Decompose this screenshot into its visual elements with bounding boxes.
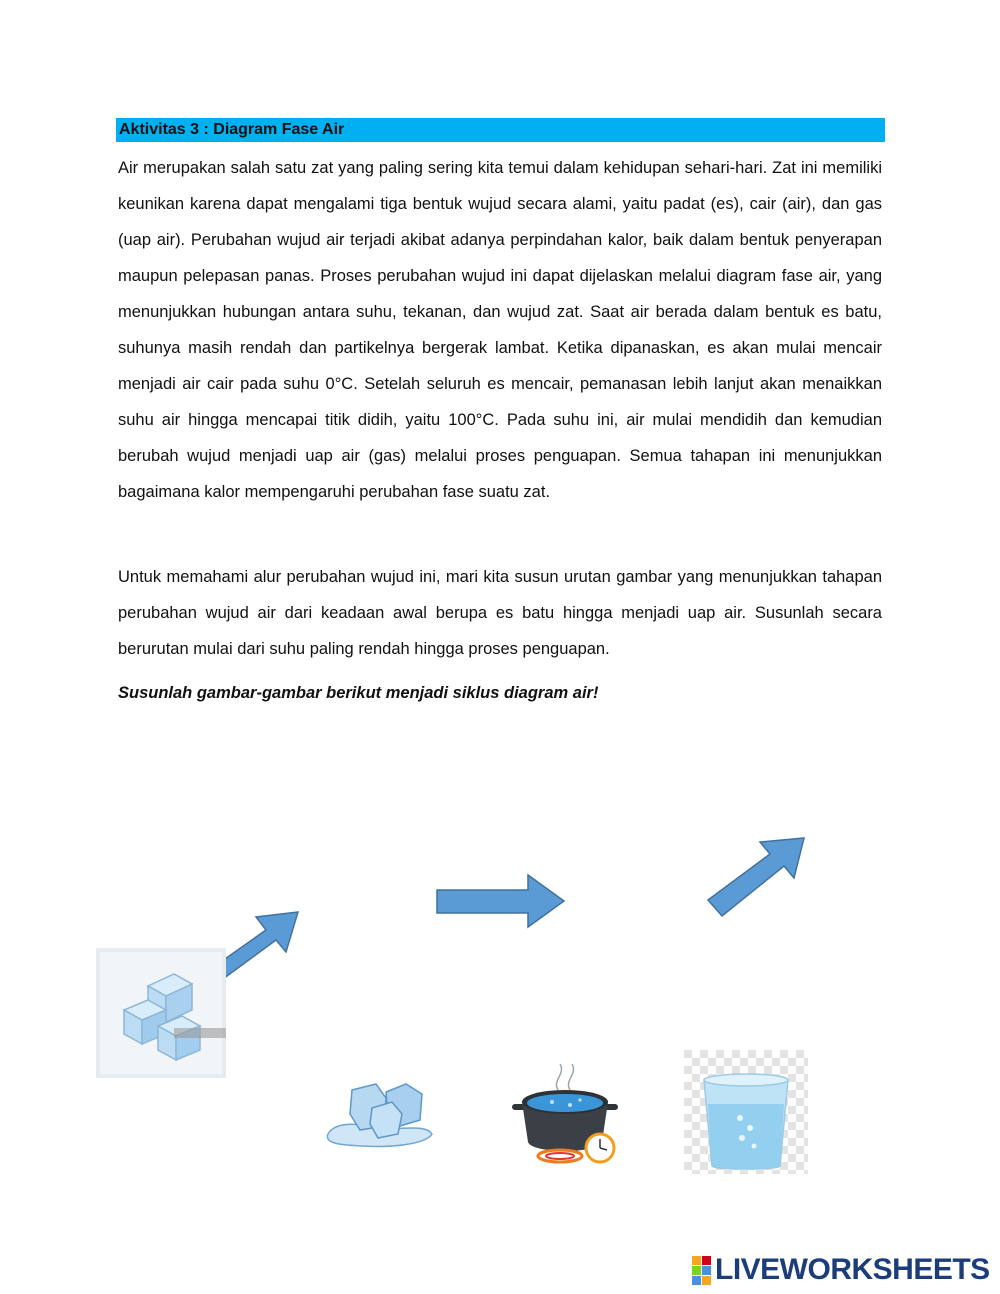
boiling-pot-image[interactable] (510, 1060, 620, 1170)
activity-heading: Aktivitas 3 : Diagram Fase Air (116, 118, 885, 142)
glass-of-water-image[interactable] (684, 1050, 808, 1174)
liveworksheets-logo (692, 1254, 990, 1286)
ice-cubes-image[interactable] (96, 948, 226, 1078)
brand-name: LIVEWORKSHEETS (715, 1253, 990, 1286)
intro-paragraph: Air merupakan salah satu zat yang paling sering kita temui dalam kehidupan sehari-hari. Zat ini memiliki keunikan karena dapat mengalami tiga bentuk wujud secara alami, yaitu padat (es), cair (air), dan gas (uap air). Perubahan wujud air terjadi akibat adanya perpindahan kalor, baik dalam bentuk penyerapan maupun pelepasan panas. Proses perubahan wujud ini dapat dijelaskan melalui diagram fase air, yang menunjukkan hubungan antara suhu, tekanan, dan wujud zat. Saat air berada dalam bentuk es batu, suhunya masih rendah dan partikelnya bergerak lambat. Ketika dipanaskan, es akan mulai mencair menjadi air cair pada suhu 0°C. Setelah seluruh es mencair, pemanasan lebih lanjut akan menaikkan suhu air hingga mencapai titik didih, yaitu 100°C. Pada suhu ini, air mulai mendidih dan kemudian berubah wujud menjadi uap air (gas) melalui proses penguapan. Semua tahapan ini menunjukkan bagaimana kalor mempengaruhi perubahan fase suatu zat. (118, 159, 882, 501)
instruction-text: Susunlah gambar-gambar berikut menjadi siklus diagram air! (118, 684, 599, 702)
arrow-3-icon (700, 830, 815, 925)
task-paragraph: Untuk memahami alur perubahan wujud ini, mari kita susun urutan gambar yang menunjukkan tahapan perubahan wujud air dari keadaan awal berupa es batu hingga menjadi uap air. Susunlah secara berurutan mulai dari suhu paling rendah hingga proses penguapan. (118, 568, 882, 658)
logo-squares-icon (692, 1256, 711, 1285)
arrow-2-icon (432, 870, 572, 932)
melting-ice-image[interactable] (322, 1072, 437, 1152)
